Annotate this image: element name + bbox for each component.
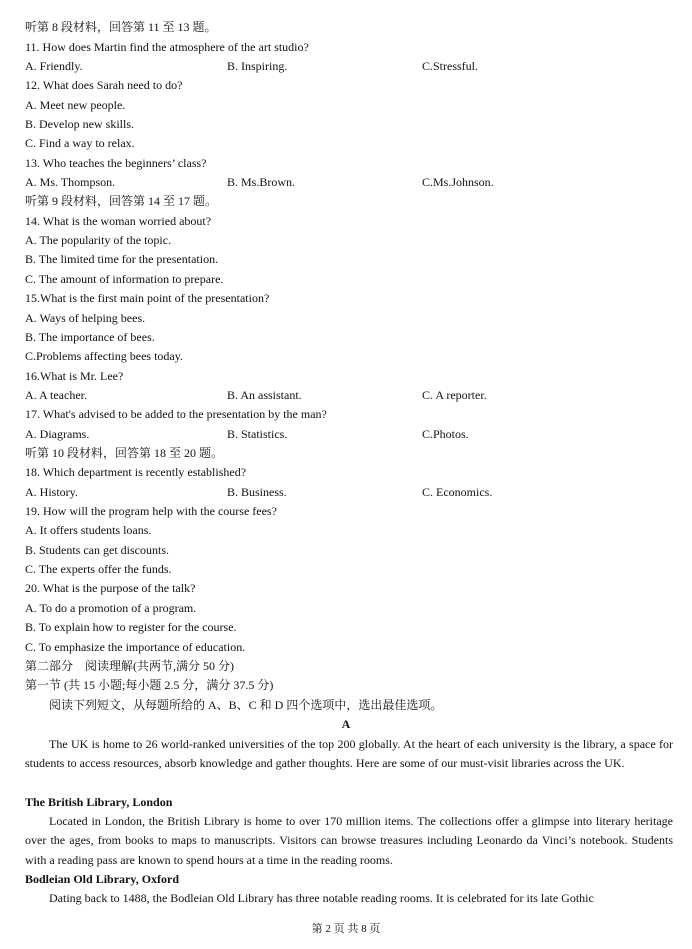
passage-intro: The UK is home to 26 world-ranked universities of the top 200 globally. At the heart of each university is the library, a space for students to access resources, absorb knowledge and gather thoughts. Here are some of our must-visit libraries across the UK. <box>25 737 673 771</box>
part-2-title: 第二部分 阅读理解(共两节,满分 50 分) <box>25 659 234 673</box>
q18-option-a: A. History. <box>25 485 78 499</box>
q19-option-b: B. Students can get discounts. <box>25 543 169 557</box>
q15-option-c: C.Problems affecting bees today. <box>25 349 183 363</box>
q17-option-b: B. Statistics. <box>227 427 288 441</box>
question-18: 18. Which department is recently established? <box>25 465 247 479</box>
q14-option-b: B. The limited time for the presentation. <box>25 252 219 266</box>
q17-option-c: C.Photos. <box>422 427 469 441</box>
q11-option-a: A. Friendly. <box>25 59 83 73</box>
q14-option-c: C. The amount of information to prepare. <box>25 272 224 286</box>
q13-option-c: C.Ms.Johnson. <box>422 175 494 189</box>
q18-option-b: B. Business. <box>227 485 287 499</box>
q20-option-a: A. To do a promotion of a program. <box>25 601 197 615</box>
library-1-title: The British Library, London <box>25 795 173 809</box>
question-20: 20. What is the purpose of the talk? <box>25 581 196 595</box>
library-1-text: Located in London, the British Library is home to over 170 million items. The collections offer a glimpse into literary heritage over the ages, from books to maps to manuscripts. Visitors can browse treasures including Leonardo da Vinci’s notebook. Students with a reading pass are known to spend hours at a time in the reading rooms. <box>25 814 673 867</box>
q12-option-c: C. Find a way to relax. <box>25 136 135 150</box>
passage-label: A <box>341 717 351 731</box>
q13-option-a: A. Ms. Thompson. <box>25 175 116 189</box>
q15-option-a: A. Ways of helping bees. <box>25 311 146 325</box>
q15-option-b: B. The importance of bees. <box>25 330 155 344</box>
question-13: 13. Who teaches the beginners’ class? <box>25 156 207 170</box>
question-17: 17. What's advised to be added to the presentation by the man? <box>25 407 327 421</box>
section-10-header: 听第 10 段材料，回答第 18 至 20 题。 <box>25 446 224 460</box>
q11-option-c: C.Stressful. <box>422 59 479 73</box>
q20-option-b: B. To explain how to register for the course. <box>25 620 237 634</box>
question-12: 12. What does Sarah need to do? <box>25 78 183 92</box>
library-2-title: Bodleian Old Library, Oxford <box>25 872 180 886</box>
page-footer: 第 2 页 共 8 页 <box>311 923 381 935</box>
reading-instruction: 阅读下列短文，从每题所给的 A、B、C 和 D 四个选项中，选出最佳选项。 <box>49 698 443 712</box>
q19-option-c: C. The experts offer the funds. <box>25 562 172 576</box>
q14-option-a: A. The popularity of the topic. <box>25 233 172 247</box>
q12-option-a: A. Meet new people. <box>25 98 126 112</box>
question-16: 16.What is Mr. Lee? <box>25 369 124 383</box>
question-19: 19. How will the program help with the course fees? <box>25 504 277 518</box>
q19-option-a: A. It offers students loans. <box>25 523 152 537</box>
question-15: 15.What is the first main point of the presentation? <box>25 291 270 305</box>
section-8-header: 听第 8 段材料，回答第 11 至 13 题。 <box>25 20 217 34</box>
q18-option-c: C. Economics. <box>422 485 493 499</box>
q11-option-b: B. Inspiring. <box>227 59 288 73</box>
section-9-header: 听第 9 段材料，回答第 14 至 17 题。 <box>25 194 218 208</box>
library-2-text: Dating back to 1488, the Bodleian Old Library has three notable reading rooms. It is celebrated for its late Gothic <box>49 891 594 905</box>
q20-option-c: C. To emphasize the importance of education. <box>25 640 246 654</box>
q13-option-b: B. Ms.Brown. <box>227 175 296 189</box>
q17-option-a: A. Diagrams. <box>25 427 90 441</box>
question-11: 11. How does Martin find the atmosphere of the art studio? <box>25 40 309 54</box>
question-14: 14. What is the woman worried about? <box>25 214 212 228</box>
q12-option-b: B. Develop new skills. <box>25 117 134 131</box>
q16-option-b: B. An assistant. <box>227 388 302 402</box>
q16-option-a: A. A teacher. <box>25 388 87 402</box>
section-1-title: 第一节 (共 15 小题;每小题 2.5 分，满分 37.5 分) <box>25 678 274 692</box>
q16-option-c: C. A reporter. <box>422 388 487 402</box>
